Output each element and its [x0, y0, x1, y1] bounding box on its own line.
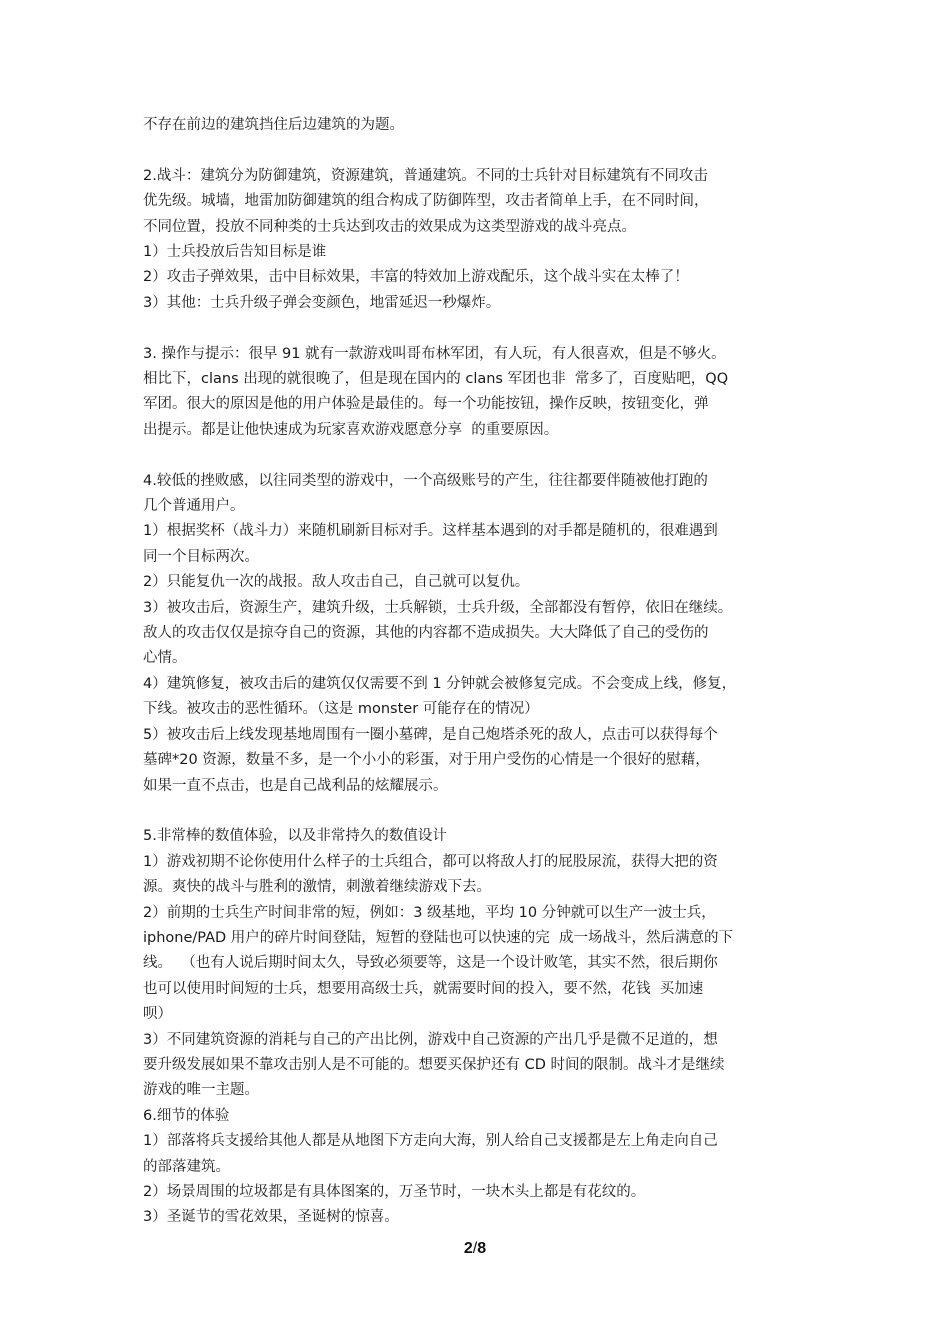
- page-total: 8: [477, 1240, 487, 1257]
- document-body: [143, 113, 823, 1231]
- text-line: 敌人的攻击仅仅是掠夺自己的资源，其他的内容都不造成损失。大大降低了自己的受伤的: [143, 625, 709, 642]
- text-line: 3）圣诞节的雪花效果，圣诞树的惊喜。: [143, 1209, 399, 1226]
- text-line: 呗）: [143, 1006, 172, 1023]
- text-line: 2）场景周围的垃圾都是有具体图案的，万圣节时，一块木头上都是有花纹的。: [143, 1184, 646, 1200]
- text-line: 1）根据奖杯（战斗力）来随机刷新目标对手。这样基本遇到的对手都是随机的，很难遇到: [143, 523, 718, 540]
- text-line: 1）游戏初期不论你使用什么样子的士兵组合，都可以将敌人打的屁股尿流，获得大把的资: [143, 853, 718, 870]
- text-line: 6.细节的体验: [143, 1107, 230, 1124]
- text-line: 相比下，clans 出现的就很晚了，但是现在国内的 clans 军团也非 常多了，百度贴吧，QQ: [143, 371, 729, 388]
- text-line: 游戏的唯一主题。: [143, 1082, 259, 1099]
- text-line: 3）被攻击后，资源生产，建筑升级，士兵解锁，士兵升级，全部都没有暂停，依旧在继续。: [143, 599, 733, 616]
- text-line: 下线。被攻击的恶性循环。（这是 monster 可能存在的情况）: [143, 701, 539, 718]
- text-line: 如果一直不点击，也是自己战利品的炫耀展示。: [143, 777, 448, 794]
- text-line: 2）攻击子弹效果，击中目标效果，丰富的特效加上游戏配乐，这个战斗实在太棒了！: [143, 269, 689, 286]
- text-line: 同一个目标两次。: [143, 548, 259, 565]
- text-line: 出提示。都是让他快速成为玩家喜欢游戏愿意分享 的重要原因。: [143, 421, 559, 438]
- text-line: 3）不同建筑资源的消耗与自己的产出比例，游戏中自己资源的产出几乎是微不足道的，想: [143, 1031, 718, 1048]
- text-line: 心情。: [143, 650, 187, 667]
- text-line: 墓碑*20 资源，数量不多，是一个小小的彩蛋，对于用户受伤的心情是一个很好的慰藉，: [143, 752, 710, 769]
- text-line: 不存在前边的建筑挡住后边建筑的为题。: [143, 117, 404, 133]
- text-line: 军团。很大的原因是他的用户体验是最佳的。每一个功能按钮，操作反映，按钮变化，弹: [143, 396, 709, 413]
- text-line: 5）被攻击后上线发现基地周围有一圈小墓碑，是自己炮塔杀死的敌人，点击可以获得每个: [143, 726, 718, 743]
- text-line: iphone/PAD 用户的碎片时间登陆，短暂的登陆也可以快速的完 成一场战斗，然后满意的下: [143, 929, 734, 946]
- text-line: 3）其他：士兵升级子弹会变颜色，地雷延迟一秒爆炸。: [143, 294, 501, 311]
- text-line: 4.较低的挫败感，以往同类型的游戏中，一个高级账号的产生，往往都要伴随被他打跑的: [143, 472, 708, 489]
- text-line: 线。 （也有人说后期时间太久，导致必须要等，这是一个设计败笔，其实不然，很后期你: [143, 955, 718, 972]
- text-line: 3. 操作与提示：很早 91 就有一款游戏叫哥布林军团，有人玩，有人很喜欢，但是不够火。: [143, 345, 726, 362]
- text-line: 不同位置，投放不同种类的士兵达到攻击的效果成为这类型游戏的战斗亮点。: [143, 218, 636, 235]
- page-separator: /: [472, 1240, 478, 1257]
- text-line: 的部落建筑。: [143, 1158, 230, 1175]
- text-line: 2）只能复仇一次的战报。敌人攻击自己，自己就可以复仇。: [143, 574, 530, 591]
- text-line: 也可以使用时间短的士兵，想要用高级士兵，就需要时间的投入，要不然，花钱 买加速: [143, 980, 704, 997]
- text-line: 2.战斗：建筑分为防御建筑，资源建筑，普通建筑。不同的士兵针对目标建筑有不同攻击: [143, 167, 708, 184]
- text-line: 优先级。城墙，地雷加防御建筑的组合构成了防御阵型，攻击者简单上手，在不同时间，: [143, 193, 709, 210]
- text-line: 1）士兵投放后告知目标是谁: [143, 244, 327, 261]
- text-line: 2）前期的士兵生产时间非常的短，例如：3 级基地，平均 10 分钟就可以生产一波士兵，: [143, 904, 716, 921]
- text-line: 1）部落将兵支援给其他人都是从地图下方走向大海，别人给自己支援都是左上角走向自己: [143, 1133, 718, 1150]
- blank-line: [143, 443, 823, 468]
- text-line: 4）建筑修复，被攻击后的建筑仅仅需要不到 1 分钟就会被修复完成。不会变成上线，修复，: [143, 675, 737, 692]
- page-number: [0, 1240, 950, 1258]
- text-line: 5.非常棒的数值体验，以及非常持久的数值设计: [143, 828, 447, 845]
- text-line: 源。爽快的战斗与胜利的激情，刺激着继续游戏下去。: [143, 879, 491, 896]
- blank-line: [143, 799, 823, 824]
- blank-line: [143, 138, 823, 163]
- blank-line: [143, 316, 823, 341]
- text-line: 几个普通用户。: [143, 498, 245, 515]
- text-line: 要升级发展如果不靠攻击别人是不可能的。想要买保护还有 CD 时间的限制。战斗才是继续: [143, 1056, 725, 1073]
- page-current: 2: [463, 1240, 473, 1257]
